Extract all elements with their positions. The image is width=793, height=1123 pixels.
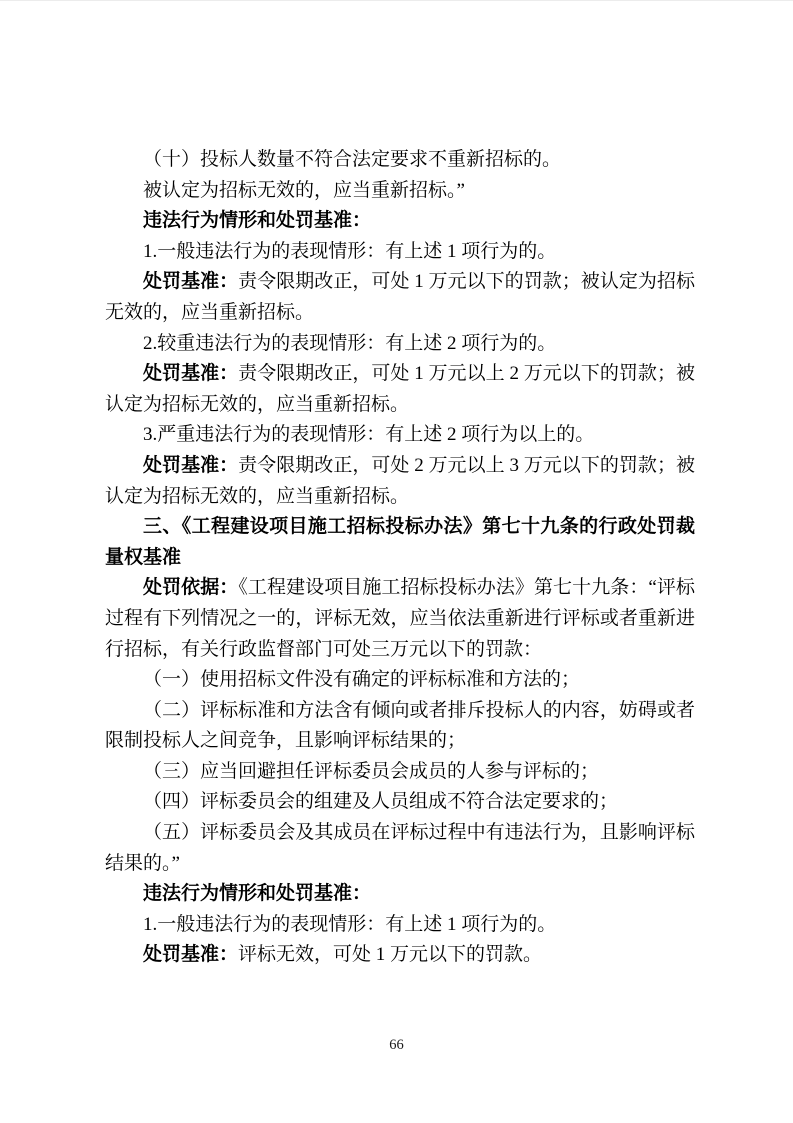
clause-item-five: （五）评标委员会及其成员在评标过程中有违法行为，且影响评标结果的。”: [105, 822, 695, 874]
penalty-standard-text: 责令限期改正，可处 1 万元以上 2 万元以下的罚款；被认定为招标无效的，应当重新招标。: [105, 363, 695, 415]
severe-violation-case: 3.严重违法行为的表现情形：有上述 2 项行为以上的。: [143, 424, 595, 446]
text-block: [105, 145, 695, 971]
penalty-standard-label: 处罚基准：: [143, 944, 239, 966]
violation-penalty-heading-2: 违法行为情形和处罚基准：: [143, 883, 372, 905]
clause-item-three: （三）应当回避担任评标委员会成员的人参与评标的；: [143, 760, 600, 782]
penalty-standard-2: [105, 359, 695, 420]
violation-penalty-heading-1: 违法行为情形和处罚基准：: [143, 210, 372, 232]
penalty-standard-label: 处罚基准：: [143, 454, 239, 476]
penalty-basis-text: 《工程建设项目施工招标投标办法》第七十九条：“评标过程有下列情况之一的，评标无效，应当依法重新进行评标或者重新进行招标，有关行政监督部门可处三万元以下的罚款：: [105, 577, 695, 660]
clause-item-four: （四）评标委员会的组建及人员组成不符合法定要求的；: [143, 791, 619, 813]
penalty-basis-label: 处罚依据：: [143, 577, 239, 599]
general-violation-case-1: 1.一般违法行为的表现情形：有上述 1 项行为的。: [143, 240, 557, 262]
penalty-standard-label: 处罚基准：: [143, 363, 239, 385]
clause-item-one: （一）使用招标文件没有确定的评标标准和方法的；: [143, 669, 581, 691]
clause-item-two: （二）评标标准和方法含有倾向或者排斥投标人的内容，妨碍或者限制投标人之间竞争，且影响评标结果的；: [105, 699, 695, 752]
penalty-standard-text: 评标无效，可处 1 万元以下的罚款。: [238, 944, 543, 966]
penalty-standard-4: [105, 940, 695, 971]
penalty-standard-1: [105, 267, 695, 328]
penalty-standard-3: [105, 451, 695, 512]
section-heading-three: 三、《工程建设项目施工招标投标办法》第七十九条的行政处罚裁量权基准: [105, 516, 695, 568]
penalty-basis-paragraph: [105, 573, 695, 665]
penalty-standard-text: 责令限期改正，可处 1 万元以下的罚款；被认定为招标无效的，应当重新招标。: [105, 271, 695, 323]
penalty-standard-text: 责令限期改正，可处 2 万元以上 3 万元以下的罚款；被认定为招标无效的，应当重新招标。: [105, 454, 695, 507]
page-number: 66: [389, 1037, 404, 1053]
general-violation-case-2: 1.一般违法行为的表现情形：有上述 1 项行为的。: [143, 913, 557, 935]
clause-item-ten: （十）投标人数量不符合法定要求不重新招标的。: [143, 149, 562, 170]
reinvite-tender-note: 被认定为招标无效的，应当重新招标。”: [143, 179, 465, 201]
penalty-standard-label: 处罚基准：: [143, 271, 239, 293]
moderate-violation-case: 2.较重违法行为的表现情形：有上述 2 项行为的。: [143, 332, 557, 354]
